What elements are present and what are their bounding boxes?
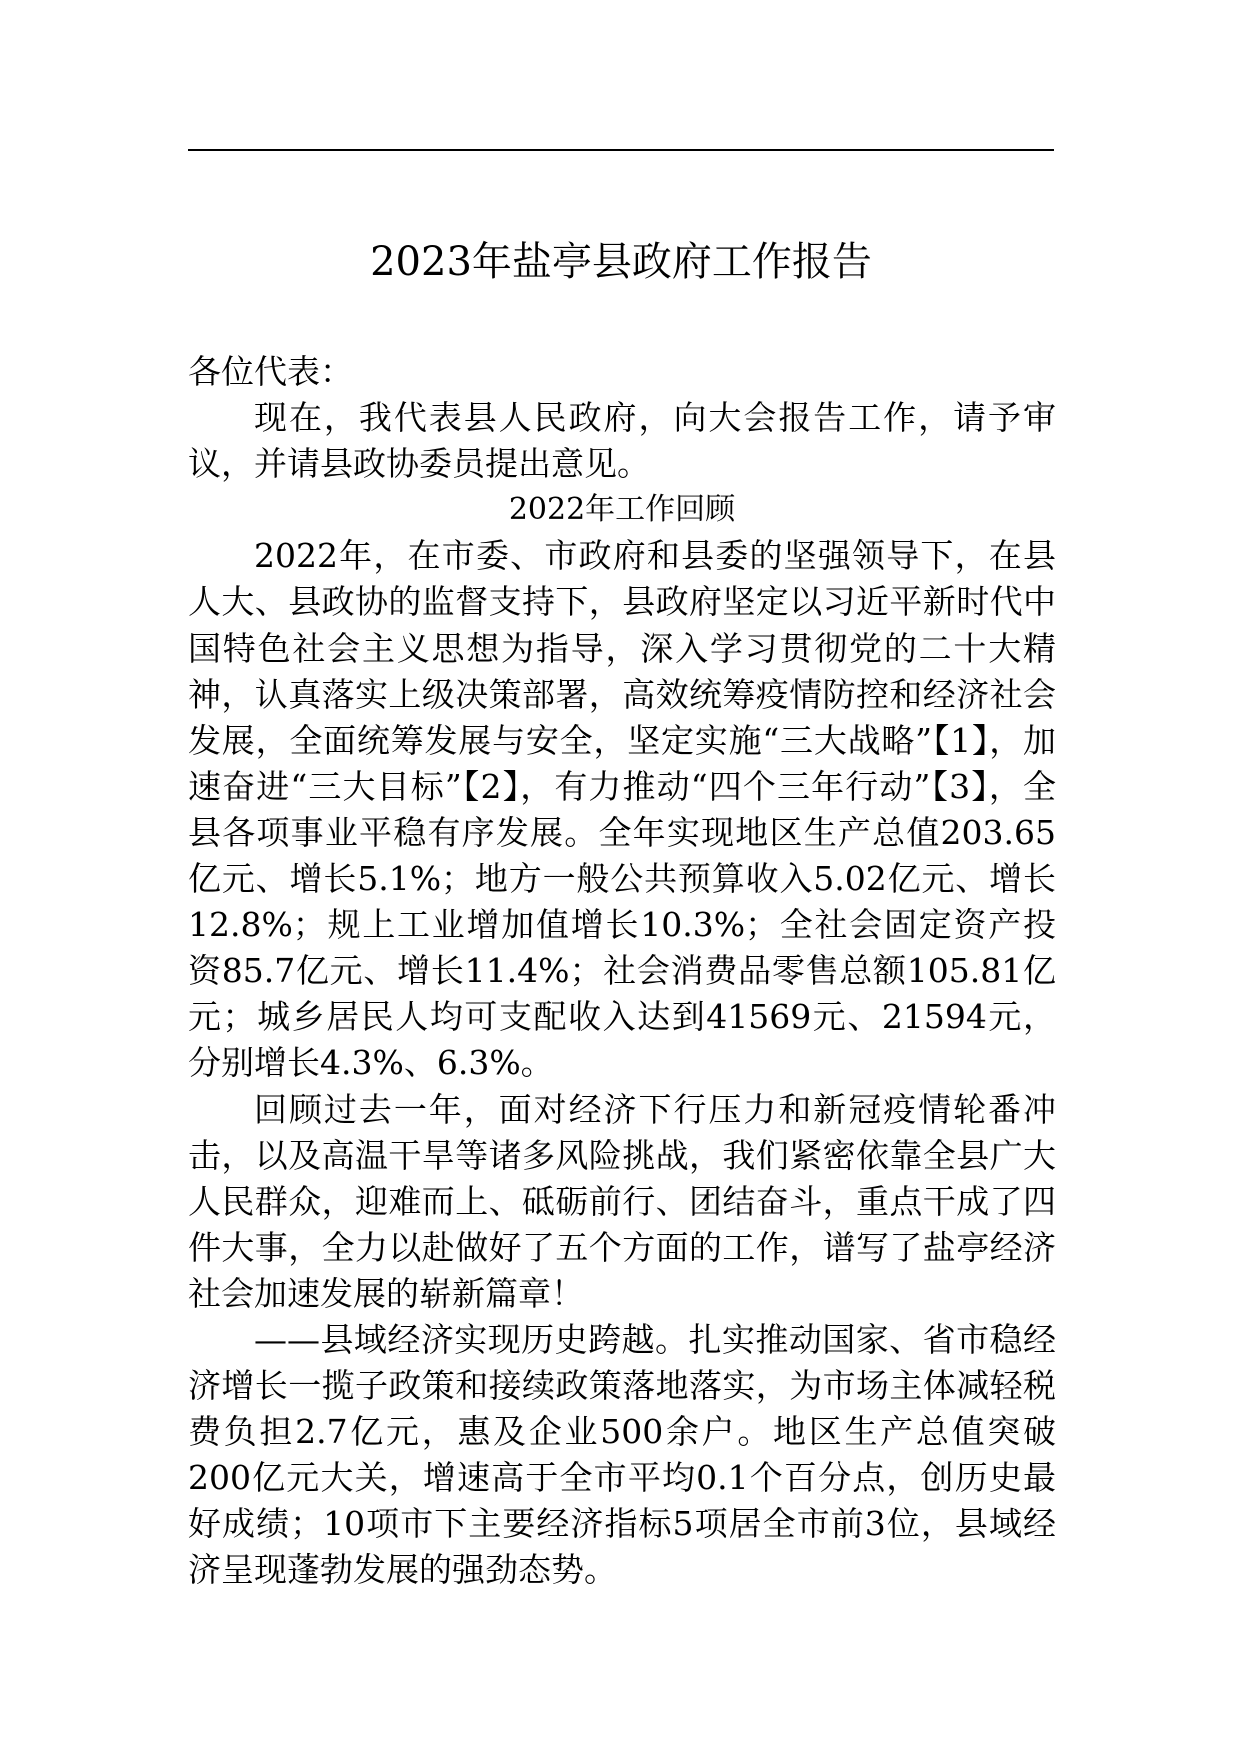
document-title: 2023年盐亭县政府工作报告 [370,239,872,285]
section-heading: 2022年工作回顾 [508,492,736,528]
opening-paragraph: 现在，我代表县人民政府，向大会报告工作，请予审议，并请县政协委员提出意见。 [188,398,1056,484]
header-rule [188,149,1054,151]
summary-paragraph: 回顾过去一年，面对经济下行压力和新冠疫情轮番冲击，以及高温干旱等诸多风险挑战，我们紧密依靠全县广大人民群众，迎难而上、砥砺前行、团结奋斗，重点干成了四件大事，全力以赴做好了五个方面的工作，谱写了盐亭经济社会加速发展的崭新篇章！ [188,1089,1056,1313]
review-paragraph: 2022年，在市委、市政府和县委的坚强领导下，在县人大、县政协的监督支持下，县政府坚定以习近平新时代中国特色社会主义思想为指导，深入学习贯彻党的二十大精神，认真落实上级决策部署，高效统筹疫情防控和经济社会发展，全面统筹发展与安全，坚定实施“三大战略”【1】，加速奋进“三大目标”【2】，有力推动“四个三年行动”【3】，全县各项事业平稳有序发展。全年实现地区生产总值203.65亿元、增长5.1%；地方一般公共预算收入5.02亿元、增长12.8%；规上工业增加值增长10.3%；全社会固定资产投资85.7亿元、增长11.4%；社会消费品零售总额105.81亿元；城乡居民人均可支配收入达到41569元、21594元，分别增长4.3%、6.3%。 [188,536,1056,1083]
economy-paragraph: ——县域经济实现历史跨越。扎实推动国家、省市稳经济增长一揽子政策和接续政策落地落实，为市场主体减轻税费负担2.7亿元，惠及企业500余户。地区生产总值突破200亿元大关，增速高于全市平均0.1个百分点，创历史最好成绩；10项市下主要经济指标5项居全市前3位，县域经济呈现蓬勃发展的强劲态势。 [188,1319,1056,1590]
document-body [188,349,1056,1594]
salutation: 各位代表： [188,352,353,391]
